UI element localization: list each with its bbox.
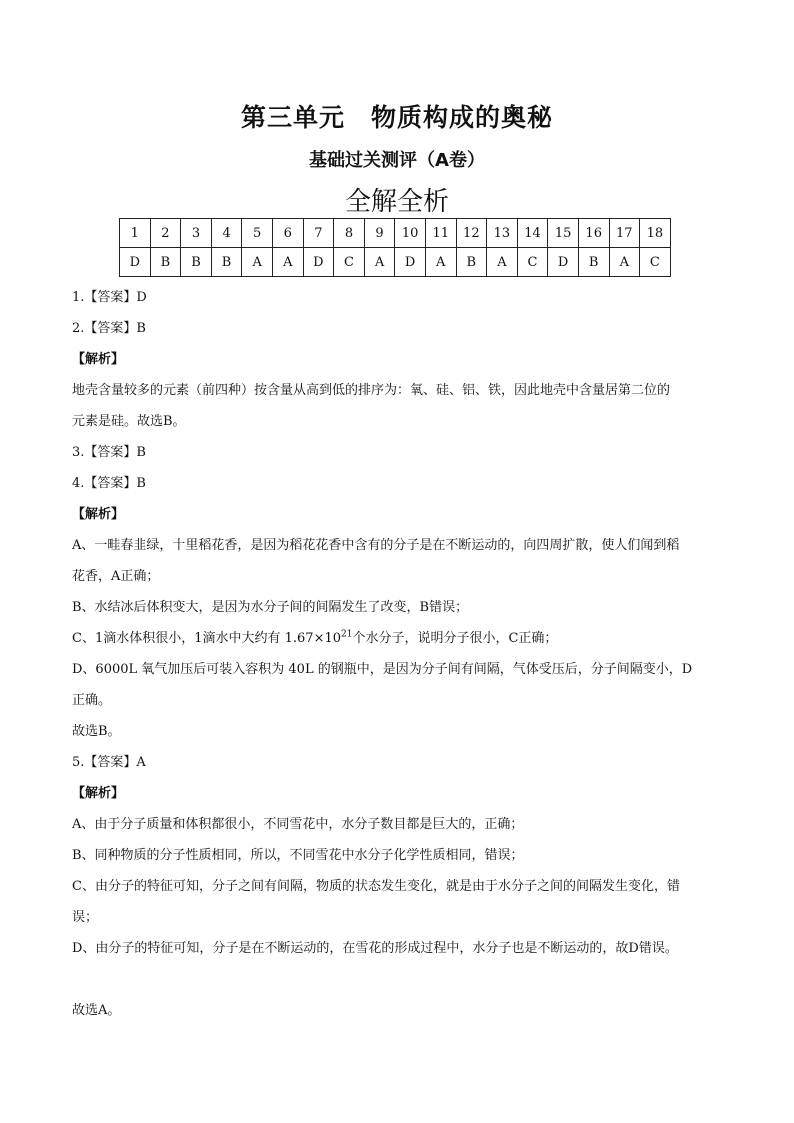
answer-cell: B	[150, 248, 181, 277]
conclusion-text: 故选A。	[72, 1003, 121, 1018]
analysis-text-part: 个水分子，说明分子很小，C正确；	[352, 631, 558, 646]
analysis-text: C、由分子的特征可知，分子之间有间隔，物质的状态发生变化，就是由于水分子之间的间隔发生变化，错	[72, 879, 680, 894]
answer-cell: B	[211, 248, 242, 277]
question-number-cell: 11	[425, 219, 456, 248]
question-number-cell: 3	[181, 219, 212, 248]
exponent: 21	[341, 629, 353, 640]
analysis-label: 【解析】	[72, 786, 125, 801]
question-number-cell: 12	[456, 219, 487, 248]
answer-cell: A	[609, 248, 640, 277]
question-number-cell: 2	[150, 219, 181, 248]
question-number-cell: 8	[334, 219, 365, 248]
answer-cell: D	[548, 248, 579, 277]
page-subtitle: 基础过关测评（A卷）	[309, 150, 485, 171]
analysis-label: 【解析】	[72, 352, 125, 367]
analysis-text: 花香，A正确；	[72, 569, 160, 584]
question-number-cell: 4	[211, 219, 242, 248]
answer-line-q4: 4.【答案】B	[72, 476, 146, 491]
answer-cell: A	[425, 248, 456, 277]
question-number-cell: 16	[578, 219, 609, 248]
question-number-cell: 10	[395, 219, 426, 248]
question-number-cell: 1	[120, 219, 151, 248]
question-number-cell: 15	[548, 219, 579, 248]
analysis-text: 地壳含量较多的元素（前四种）按含量从高到低的排序为：氧、硅、铝、铁，因此地壳中含量居第二位的	[72, 383, 671, 398]
analysis-text: D、由分子的特征可知，分子是在不断运动的，在雪花的形成过程中，水分子也是不断运动的，故D错误。	[72, 941, 678, 956]
answer-table-numbers-row	[120, 219, 671, 248]
answer-cell: D	[120, 248, 151, 277]
question-number-cell: 17	[609, 219, 640, 248]
answer-cell: D	[303, 248, 334, 277]
answer-line-q5: 5.【答案】A	[72, 755, 146, 770]
answer-cell: A	[242, 248, 273, 277]
answer-cell: C	[517, 248, 548, 277]
answer-table-answers-row	[120, 248, 671, 277]
spacer	[72, 964, 732, 995]
answer-cell: B	[456, 248, 487, 277]
answer-table	[119, 218, 671, 277]
question-number-cell: 6	[272, 219, 303, 248]
question-number-cell: 9	[364, 219, 395, 248]
conclusion-text: 故选B。	[72, 724, 121, 739]
answer-cell: D	[395, 248, 426, 277]
question-number-cell: 5	[242, 219, 273, 248]
analysis-text: 误；	[72, 910, 99, 925]
analysis-text	[72, 623, 732, 654]
answer-line-q1: 1.【答案】D	[72, 290, 147, 305]
answer-cell: B	[578, 248, 609, 277]
answer-line-q2: 2.【答案】B	[72, 321, 146, 336]
analysis-text-part: C、1滴水体积很小，1滴水中大约有 1.67×10	[72, 631, 342, 646]
page-title: 第三单元 物质构成的奥秘	[240, 103, 553, 132]
question-number-cell: 18	[640, 219, 671, 248]
analysis-label: 【解析】	[72, 507, 125, 522]
analysis-text: A、一畦春韭绿，十里稻花香，是因为稻花花香中含有的分子是在不断运动的，向四周扩散，使人们闻到稻	[72, 538, 680, 553]
analysis-text: B、水结冰后体积变大，是因为水分子间的间隔发生了改变，B错误；	[72, 600, 469, 615]
solutions-body	[72, 282, 732, 1026]
answer-cell: B	[181, 248, 212, 277]
section-heading: 全解全析	[344, 187, 449, 217]
analysis-text: B、同种物质的分子性质相同，所以，不同雪花中水分子化学性质相同，错误；	[72, 848, 524, 863]
analysis-text: 元素是硅。故选B。	[72, 414, 186, 429]
question-number-cell: 7	[303, 219, 334, 248]
answer-cell: C	[640, 248, 671, 277]
answer-cell: A	[487, 248, 518, 277]
analysis-text: 正确。	[72, 693, 112, 708]
answer-cell: A	[364, 248, 395, 277]
question-number-cell: 14	[517, 219, 548, 248]
answer-cell: C	[334, 248, 365, 277]
answer-cell: A	[272, 248, 303, 277]
analysis-text: A、由于分子质量和体积都很小，不同雪花中，水分子数目都是巨大的，正确；	[72, 817, 524, 832]
question-number-cell: 13	[487, 219, 518, 248]
analysis-text: D、6000L 氧气加压后可装入容积为 40L 的钢瓶中，是因为分子间有间隔，气体受压后，分子间隔变小，D	[72, 662, 693, 677]
answer-line-q3: 3.【答案】B	[72, 445, 146, 460]
